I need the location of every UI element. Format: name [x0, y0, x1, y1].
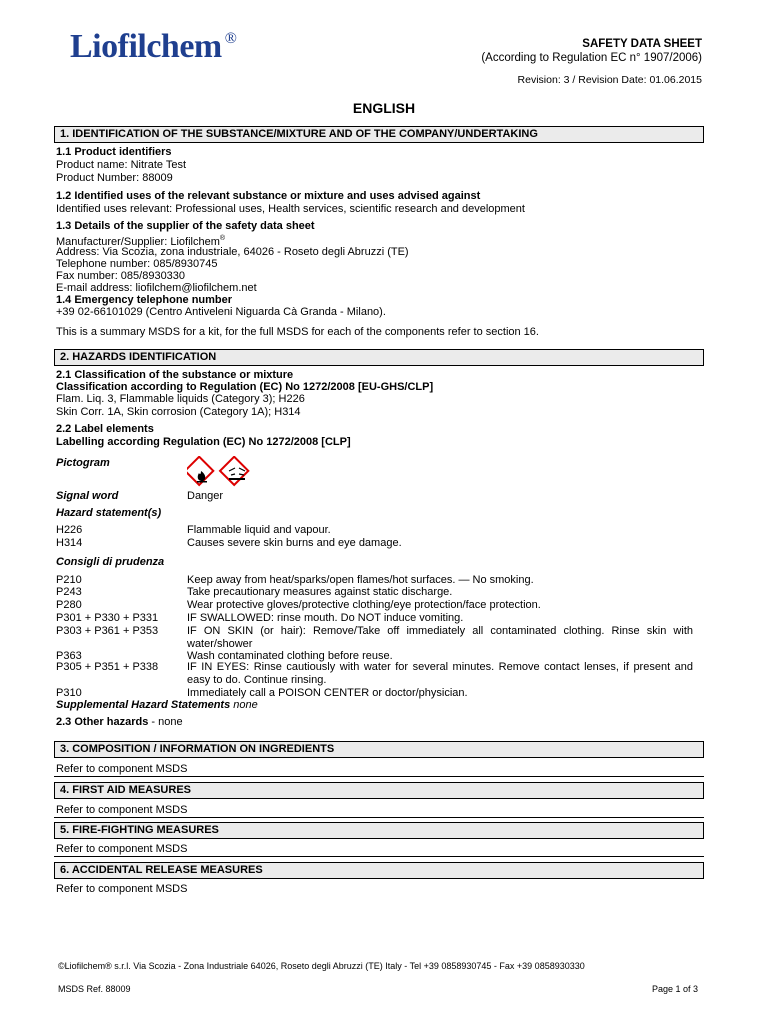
section-2-header — [54, 349, 704, 366]
manufacturer-registered-mark: ® — [219, 235, 226, 242]
summary-note: This is a summary MSDS for a kit, for the full MSDS for each of the components refer to section 16. — [56, 326, 539, 338]
precaution-code: P301 + P330 + P331 — [56, 612, 159, 624]
corrosion-pictogram-icon — [220, 457, 248, 485]
logo-registered-mark: ® — [224, 30, 237, 47]
section-1-header — [54, 126, 704, 143]
revision-info: Revision: 3 / Revision Date: 01.06.2015 — [517, 74, 702, 86]
divider — [54, 776, 704, 777]
subheading-2-1: 2.1 Classification of the substance or mixture — [56, 369, 294, 381]
msds-reference: MSDS Ref. 88009 — [58, 984, 131, 994]
company-logo — [70, 28, 236, 66]
section-3-text: Refer to component MSDS — [56, 763, 188, 775]
divider — [54, 817, 704, 818]
subheading-2-3: 2.3 Other hazards — [56, 716, 149, 728]
precaution-code: P210 — [56, 574, 82, 586]
pictogram-label: Pictogram — [56, 457, 110, 469]
precaution-text: IF IN EYES: Rinse cautiously with water for several minutes. Remove contact lenses, if present and easy to do. Continue rinsing. — [187, 661, 693, 686]
subheading-1-3: 1.3 Details of the supplier of the safety data sheet — [56, 220, 315, 232]
precaution-text: Keep away from heat/sparks/open flames/hot surfaces. — No smoking. — [187, 574, 534, 586]
regulation-reference: (According to Regulation EC n° 1907/2006) — [481, 52, 702, 64]
hazard-text: Flammable liquid and vapour. — [187, 524, 331, 536]
address: Address: Via Scozia, zona industriale, 64026 - Roseto degli Abruzzi (TE) — [56, 246, 409, 258]
precaution-text: Take precautionary measures against static discharge. — [187, 586, 453, 598]
classification-flammable: Flam. Liq. 3, Flammable liquids (Category 3); H226 — [56, 393, 305, 405]
section-5-header — [54, 822, 704, 839]
emergency-phone: +39 02-66101029 (Centro Antiveleni Niguarda Cà Granda - Milano). — [56, 306, 386, 318]
supplemental-hazards — [56, 699, 258, 711]
ghs-pictograms — [187, 456, 267, 488]
precaution-text: IF ON SKIN (or hair): Remove/Take off immediately all contaminated clothing. Rinse skin with water/shower — [187, 625, 693, 650]
labelling-heading: Labelling according Regulation (EC) No 1272/2008 [CLP] — [56, 436, 351, 448]
logo-text: Liofilchem — [70, 28, 222, 65]
fax: Fax number: 085/8930330 — [56, 270, 186, 282]
footer-company-info: ©Liofilchem® s.r.l. Via Scozia - Zona Industriale 64026, Roseto degli Abruzzi (TE) Italy - Tel +39 0858930745 - Fax +39 0858930330 — [58, 961, 585, 971]
email: E-mail address: liofilchem@liofilchem.net — [56, 282, 257, 294]
precaution-text: IF SWALLOWED: rinse mouth. Do NOT induce vomiting. — [187, 612, 464, 624]
subheading-1-4: 1.4 Emergency telephone number — [56, 294, 233, 306]
precautionary-label: Consigli di prudenza — [56, 556, 165, 568]
section-6-header — [54, 862, 704, 879]
section-3-header — [54, 741, 704, 758]
precaution-code: P303 + P361 + P353 — [56, 625, 159, 637]
page-number: Page 1 of 3 — [651, 984, 698, 994]
product-number: Product Number: 88009 — [56, 172, 173, 184]
precaution-text: Wear protective gloves/protective clothing/eye protection/face protection. — [187, 599, 541, 611]
other-hazards — [56, 716, 183, 728]
flame-pictogram-icon — [187, 457, 213, 485]
precaution-code: P305 + P351 + P338 — [56, 661, 159, 673]
section-2-title: 2. HAZARDS IDENTIFICATION — [60, 351, 217, 363]
hazard-code: H226 — [56, 524, 83, 536]
supplemental-label: Supplemental Hazard Statements — [56, 699, 231, 711]
hazard-text: Causes severe skin burns and eye damage. — [187, 537, 402, 549]
signal-word-value: Danger — [187, 490, 224, 502]
manufacturer-text: Manufacturer/Supplier: Liofilchem — [56, 236, 220, 248]
precaution-code: P363 — [56, 650, 82, 662]
section-4-title: 4. FIRST AID MEASURES — [60, 784, 191, 796]
precaution-code: P310 — [56, 687, 82, 699]
precaution-code: P243 — [56, 586, 82, 598]
product-name: Product name: Nitrate Test — [56, 159, 187, 171]
hazard-code: H314 — [56, 537, 83, 549]
section-5-text: Refer to component MSDS — [56, 843, 188, 855]
signal-word-label: Signal word — [56, 490, 119, 502]
supplemental-value: none — [233, 699, 258, 711]
section-6-text: Refer to component MSDS — [56, 883, 188, 895]
classification-heading: Classification according to Regulation (EC) No 1272/2008 [EU-GHS/CLP] — [56, 381, 434, 393]
section-4-header — [54, 782, 704, 799]
hazard-statements-label: Hazard statement(s) — [56, 507, 162, 519]
subheading-2-2: 2.2 Label elements — [56, 423, 154, 435]
divider — [54, 856, 704, 857]
section-5-title: 5. FIRE-FIGHTING MEASURES — [60, 824, 219, 836]
document-title: SAFETY DATA SHEET — [582, 38, 702, 50]
precaution-code: P280 — [56, 599, 82, 611]
subheading-1-2: 1.2 Identified uses of the relevant substance or mixture and uses advised against — [56, 190, 481, 202]
classification-skin: Skin Corr. 1A, Skin corrosion (Category 1A); H314 — [56, 406, 301, 418]
language-heading: ENGLISH — [352, 100, 416, 116]
other-hazards-value: - none — [151, 716, 183, 728]
subheading-1-1: 1.1 Product identifiers — [56, 146, 172, 158]
section-6-title: 6. ACCIDENTAL RELEASE MEASURES — [60, 864, 263, 876]
precaution-text: Wash contaminated clothing before reuse. — [187, 650, 393, 662]
section-4-text: Refer to component MSDS — [56, 804, 188, 816]
section-1-title: 1. IDENTIFICATION OF THE SUBSTANCE/MIXTURE AND OF THE COMPANY/UNDERTAKING — [60, 128, 538, 140]
precaution-text: Immediately call a POISON CENTER or doctor/physician. — [187, 687, 468, 699]
section-3-title: 3. COMPOSITION / INFORMATION ON INGREDIENTS — [60, 743, 335, 755]
identified-uses: Identified uses relevant: Professional uses, Health services, scientific research and development — [56, 203, 525, 215]
telephone: Telephone number: 085/8930745 — [56, 258, 218, 270]
